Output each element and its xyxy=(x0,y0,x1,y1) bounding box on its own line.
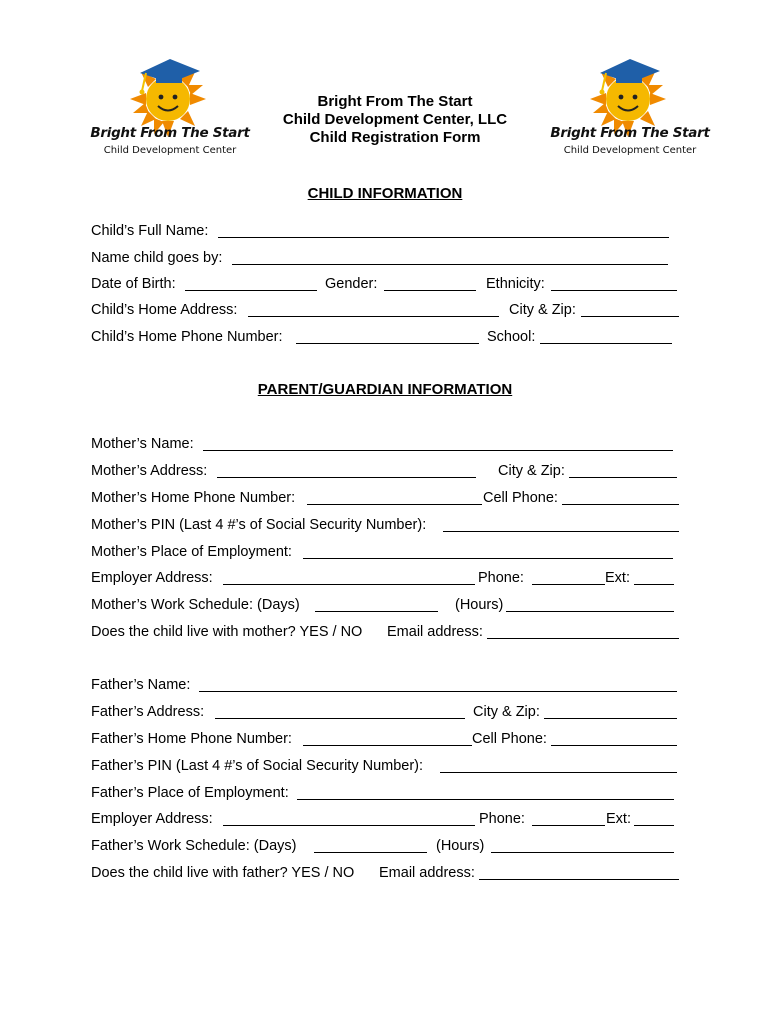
father-employer-address-field[interactable] xyxy=(223,811,475,826)
father-home-phone-label: Father’s Home Phone Number: xyxy=(91,731,292,747)
mother-cell-phone-field[interactable] xyxy=(562,490,679,505)
father-ext-label: Ext: xyxy=(606,811,631,827)
father-schedule-days-label: Father’s Work Schedule: (Days) xyxy=(91,838,297,854)
mother-employment-label: Mother’s Place of Employment: xyxy=(91,544,292,560)
mother-employer-address-label: Employer Address: xyxy=(91,570,213,586)
mother-address-label: Mother’s Address: xyxy=(91,463,208,479)
father-name-label: Father’s Name: xyxy=(91,677,191,693)
school-field[interactable] xyxy=(540,329,672,344)
father-schedule-hours-label: (Hours) xyxy=(436,838,485,854)
header-line-2: Child Development Center, LLC xyxy=(282,111,508,128)
father-address-label: Father’s Address: xyxy=(91,704,205,720)
father-schedule-days-field[interactable] xyxy=(314,838,427,853)
parent-section-title: PARENT/GUARDIAN INFORMATION xyxy=(257,381,513,398)
header-line-3: Child Registration Form xyxy=(309,129,481,146)
father-city-zip-label: City & Zip: xyxy=(473,704,540,720)
mother-city-zip-field[interactable] xyxy=(569,463,677,478)
father-ext-field[interactable] xyxy=(634,811,674,826)
mother-address-field[interactable] xyxy=(217,463,476,478)
mother-name-field[interactable] xyxy=(203,436,673,451)
father-home-phone-field[interactable] xyxy=(303,731,472,746)
mother-home-phone-label: Mother’s Home Phone Number: xyxy=(91,490,296,506)
child-full-name-field[interactable] xyxy=(218,223,669,238)
logo-left xyxy=(90,55,250,165)
mother-schedule-hours-field[interactable] xyxy=(506,597,674,612)
father-employment-label: Father’s Place of Employment: xyxy=(91,785,289,801)
mother-email-label: Email address: xyxy=(387,624,483,640)
child-home-phone-label: Child’s Home Phone Number: xyxy=(91,329,283,345)
father-phone-label: Phone: xyxy=(479,811,525,827)
child-goes-by-field[interactable] xyxy=(232,250,668,265)
mother-ext-field[interactable] xyxy=(634,570,674,585)
father-name-field[interactable] xyxy=(199,677,677,692)
mother-employer-address-field[interactable] xyxy=(223,570,475,585)
form-header xyxy=(255,93,535,147)
mother-lives-with-label[interactable]: Does the child live with mother? YES / NO xyxy=(91,624,363,640)
father-cell-phone-field[interactable] xyxy=(551,731,677,746)
child-full-name-label: Child’s Full Name: xyxy=(91,223,209,239)
father-email-label: Email address: xyxy=(379,865,475,881)
gender-field[interactable] xyxy=(384,276,476,291)
mother-employment-field[interactable] xyxy=(303,544,673,559)
dob-field[interactable] xyxy=(185,276,317,291)
mother-ext-label: Ext: xyxy=(605,570,630,586)
father-email-field[interactable] xyxy=(479,865,679,880)
child-city-zip-label: City & Zip: xyxy=(509,302,576,318)
child-home-address-field[interactable] xyxy=(248,302,499,317)
father-employer-address-label: Employer Address: xyxy=(91,811,213,827)
father-schedule-hours-field[interactable] xyxy=(491,838,674,853)
dob-label: Date of Birth: xyxy=(91,276,176,292)
father-phone-field[interactable] xyxy=(532,811,605,826)
mother-pin-label: Mother’s PIN (Last 4 #’s of Social Security Number): xyxy=(91,517,427,533)
child-goes-by-label: Name child goes by: xyxy=(91,250,223,266)
father-cell-phone-label: Cell Phone: xyxy=(472,731,547,747)
child-city-zip-field[interactable] xyxy=(581,302,679,317)
mother-schedule-days-field[interactable] xyxy=(315,597,438,612)
child-section-title: CHILD INFORMATION xyxy=(307,185,463,202)
ethnicity-field[interactable] xyxy=(551,276,677,291)
child-home-address-label: Child’s Home Address: xyxy=(91,302,238,318)
mother-email-field[interactable] xyxy=(487,624,679,639)
mother-cell-phone-label: Cell Phone: xyxy=(483,490,558,506)
logo-subtitle-text: Child Development Center xyxy=(103,145,237,156)
mother-phone-label: Phone: xyxy=(478,570,524,586)
logo-subtitle-text: Child Development Center xyxy=(563,145,697,156)
father-employment-field[interactable] xyxy=(297,785,674,800)
ethnicity-label: Ethnicity: xyxy=(486,276,545,292)
father-address-field[interactable] xyxy=(215,704,465,719)
mother-schedule-days-label: Mother’s Work Schedule: (Days) xyxy=(91,597,300,613)
mother-pin-field[interactable] xyxy=(443,517,679,532)
mother-city-zip-label: City & Zip: xyxy=(498,463,565,479)
mother-name-label: Mother’s Name: xyxy=(91,436,194,452)
school-label: School: xyxy=(487,329,536,345)
logo-brand-text: Bright From The Start xyxy=(90,125,250,141)
gender-label: Gender: xyxy=(325,276,378,292)
mother-phone-field[interactable] xyxy=(532,570,605,585)
father-city-zip-field[interactable] xyxy=(544,704,677,719)
father-pin-field[interactable] xyxy=(440,758,677,773)
child-home-phone-field[interactable] xyxy=(296,329,479,344)
father-pin-label: Father’s PIN (Last 4 #’s of Social Security Number): xyxy=(91,758,424,774)
header-line-1: Bright From The Start xyxy=(317,93,473,110)
logo-brand-text: Bright From The Start xyxy=(550,125,710,141)
logo-right xyxy=(550,55,710,165)
father-lives-with-label[interactable]: Does the child live with father? YES / NO xyxy=(91,865,355,881)
mother-home-phone-field[interactable] xyxy=(307,490,482,505)
mother-schedule-hours-label: (Hours) xyxy=(455,597,504,613)
